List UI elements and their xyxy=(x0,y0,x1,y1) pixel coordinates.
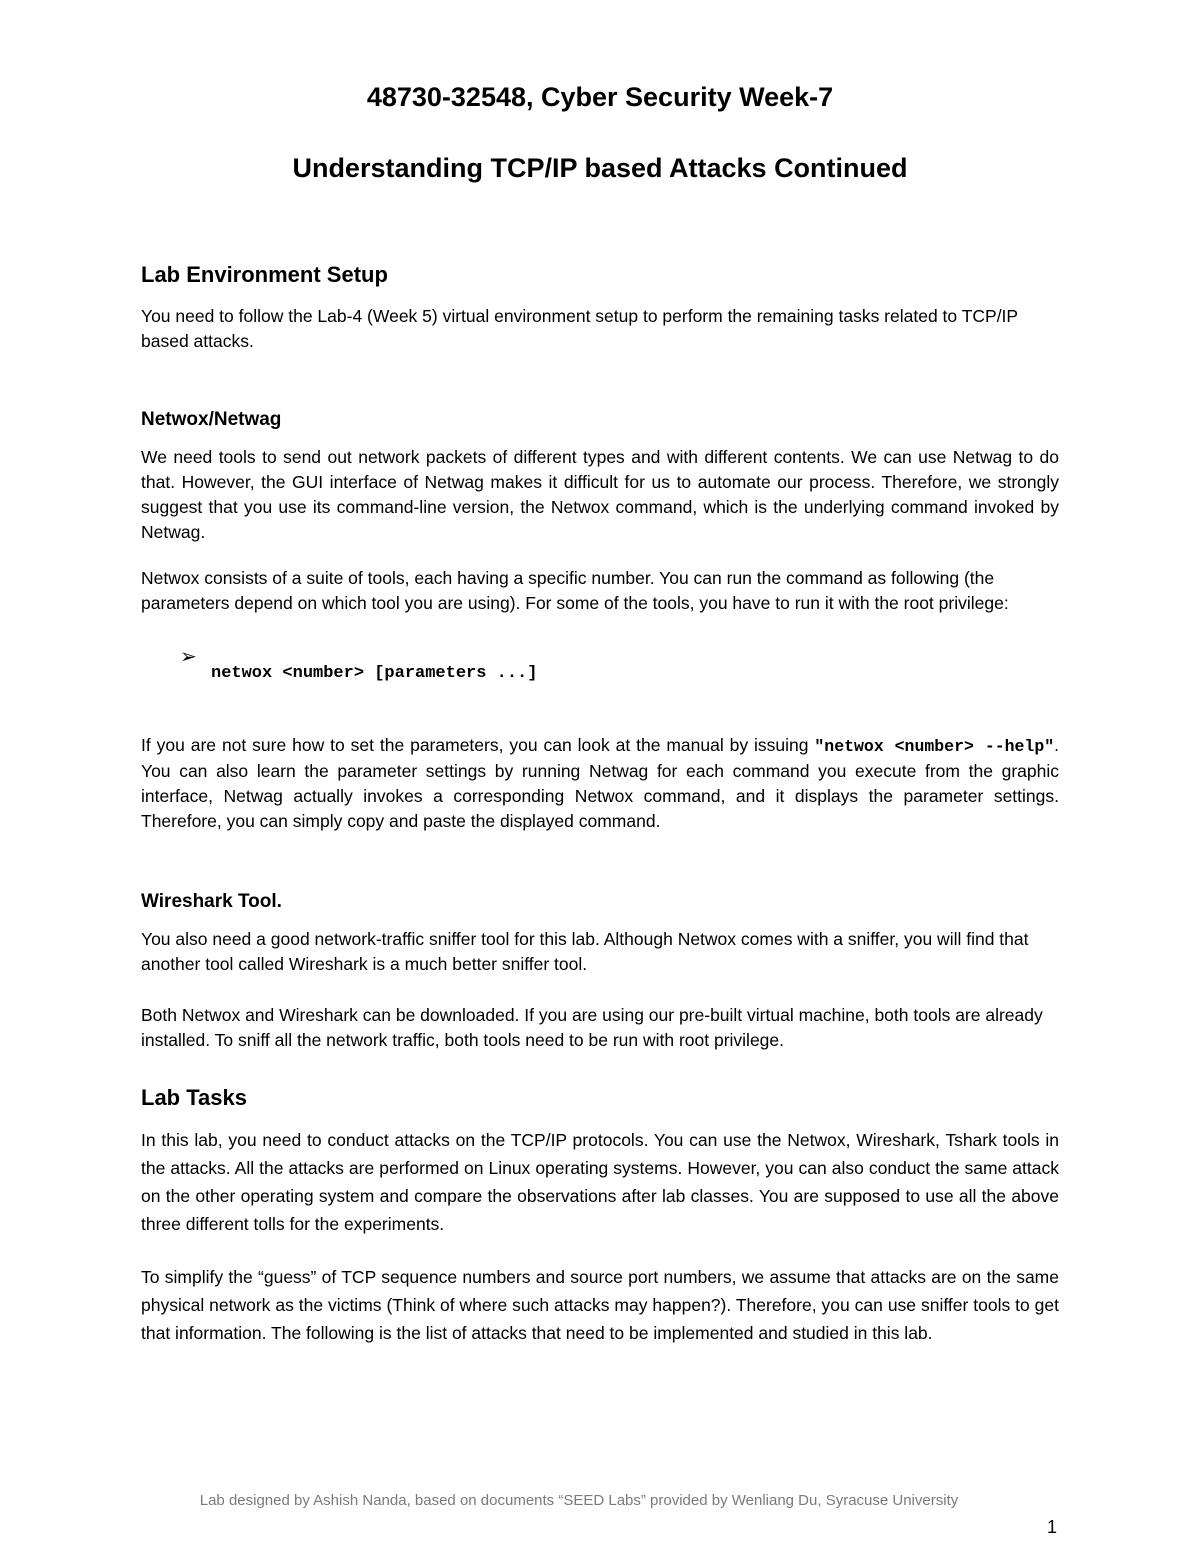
wireshark-paragraph-1: You also need a good network-traffic sniffer tool for this lab. Although Netwox comes with a sniffer, you will find that another tool called Wireshark is a much better sniffer tool. xyxy=(141,929,1029,974)
wireshark-heading: Wireshark Tool. xyxy=(141,891,282,912)
netwox-help-command: "netwox <number> --help" xyxy=(814,737,1055,756)
netwox-paragraph-3-start: If you are not sure how to set the parameters, you can look at the manual by issuing xyxy=(141,735,815,755)
arrow-bullet-icon: ➢ xyxy=(180,646,197,668)
netwox-command: netwox <number> [parameters ...] xyxy=(211,664,538,683)
netwox-paragraph-3 xyxy=(141,733,1059,834)
lab-environment-heading: Lab Environment Setup xyxy=(141,262,388,287)
lab-title: Understanding TCP/IP based Attacks Continued xyxy=(292,153,908,183)
lab-tasks-heading: Lab Tasks xyxy=(141,1085,247,1110)
netwox-paragraph-3-end: . You can also learn the parameter settings by running Netwag for each command you execute from the graphic interface, Netwag actually invokes a corresponding Netwox command, and it displays the parameter settings. Therefore, you can simply copy and paste the displayed command. xyxy=(141,735,1060,831)
lab-environment-text: You need to follow the Lab-4 (Week 5) virtual environment setup to perform the remaining tasks related to TCP/IP based attacks. xyxy=(141,306,1018,351)
netwox-paragraph-2: Netwox consists of a suite of tools, each having a specific number. You can run the command as following (the parameters depend on which tool you are using). For some of the tools, you have to run it with the root privilege: xyxy=(141,568,1009,613)
page-number: 1 xyxy=(1047,1517,1058,1537)
lab-tasks-paragraph-2: To simplify the “guess” of TCP sequence numbers and source port numbers, we assume that attacks are on the same physical network as the victims (Think of where such attacks may happen?). Therefore, you can use sniffer tools to get that information. The following is the list of attacks that need to be implemented and studied in this lab. xyxy=(141,1267,1059,1343)
lab-tasks-paragraph-1: In this lab, you need to conduct attacks on the TCP/IP protocols. You can use the Netwox, Wireshark, Tshark tools in the attacks. All the attacks are performed on Linux operating systems. However, you can also conduct the same attack on the other operating system and compare the observations after lab classes. You are supposed to use all the above three different tolls for the experiments. xyxy=(141,1130,1059,1234)
netwox-paragraph-1: We need tools to send out network packets of different types and with different contents. We can use Netwag to do that. However, the GUI interface of Netwag makes it difficult for us to automate our process. Therefore, we strongly suggest that you use its command-line version, the Netwox command, which is the underlying command invoked by Netwag. xyxy=(141,447,1059,542)
course-title: 48730-32548, Cyber Security Week-7 xyxy=(366,82,834,112)
netwox-heading: Netwox/Netwag xyxy=(141,409,282,430)
footer-credit: Lab designed by Ashish Nanda, based on documents “SEED Labs” provided by Wenliang Du, Syracuse University xyxy=(199,1492,959,1509)
wireshark-paragraph-2: Both Netwox and Wireshark can be downloaded. If you are using our pre-built virtual machine, both tools are already installed. To sniff all the network traffic, both tools need to be run with root privilege. xyxy=(141,1005,1043,1050)
